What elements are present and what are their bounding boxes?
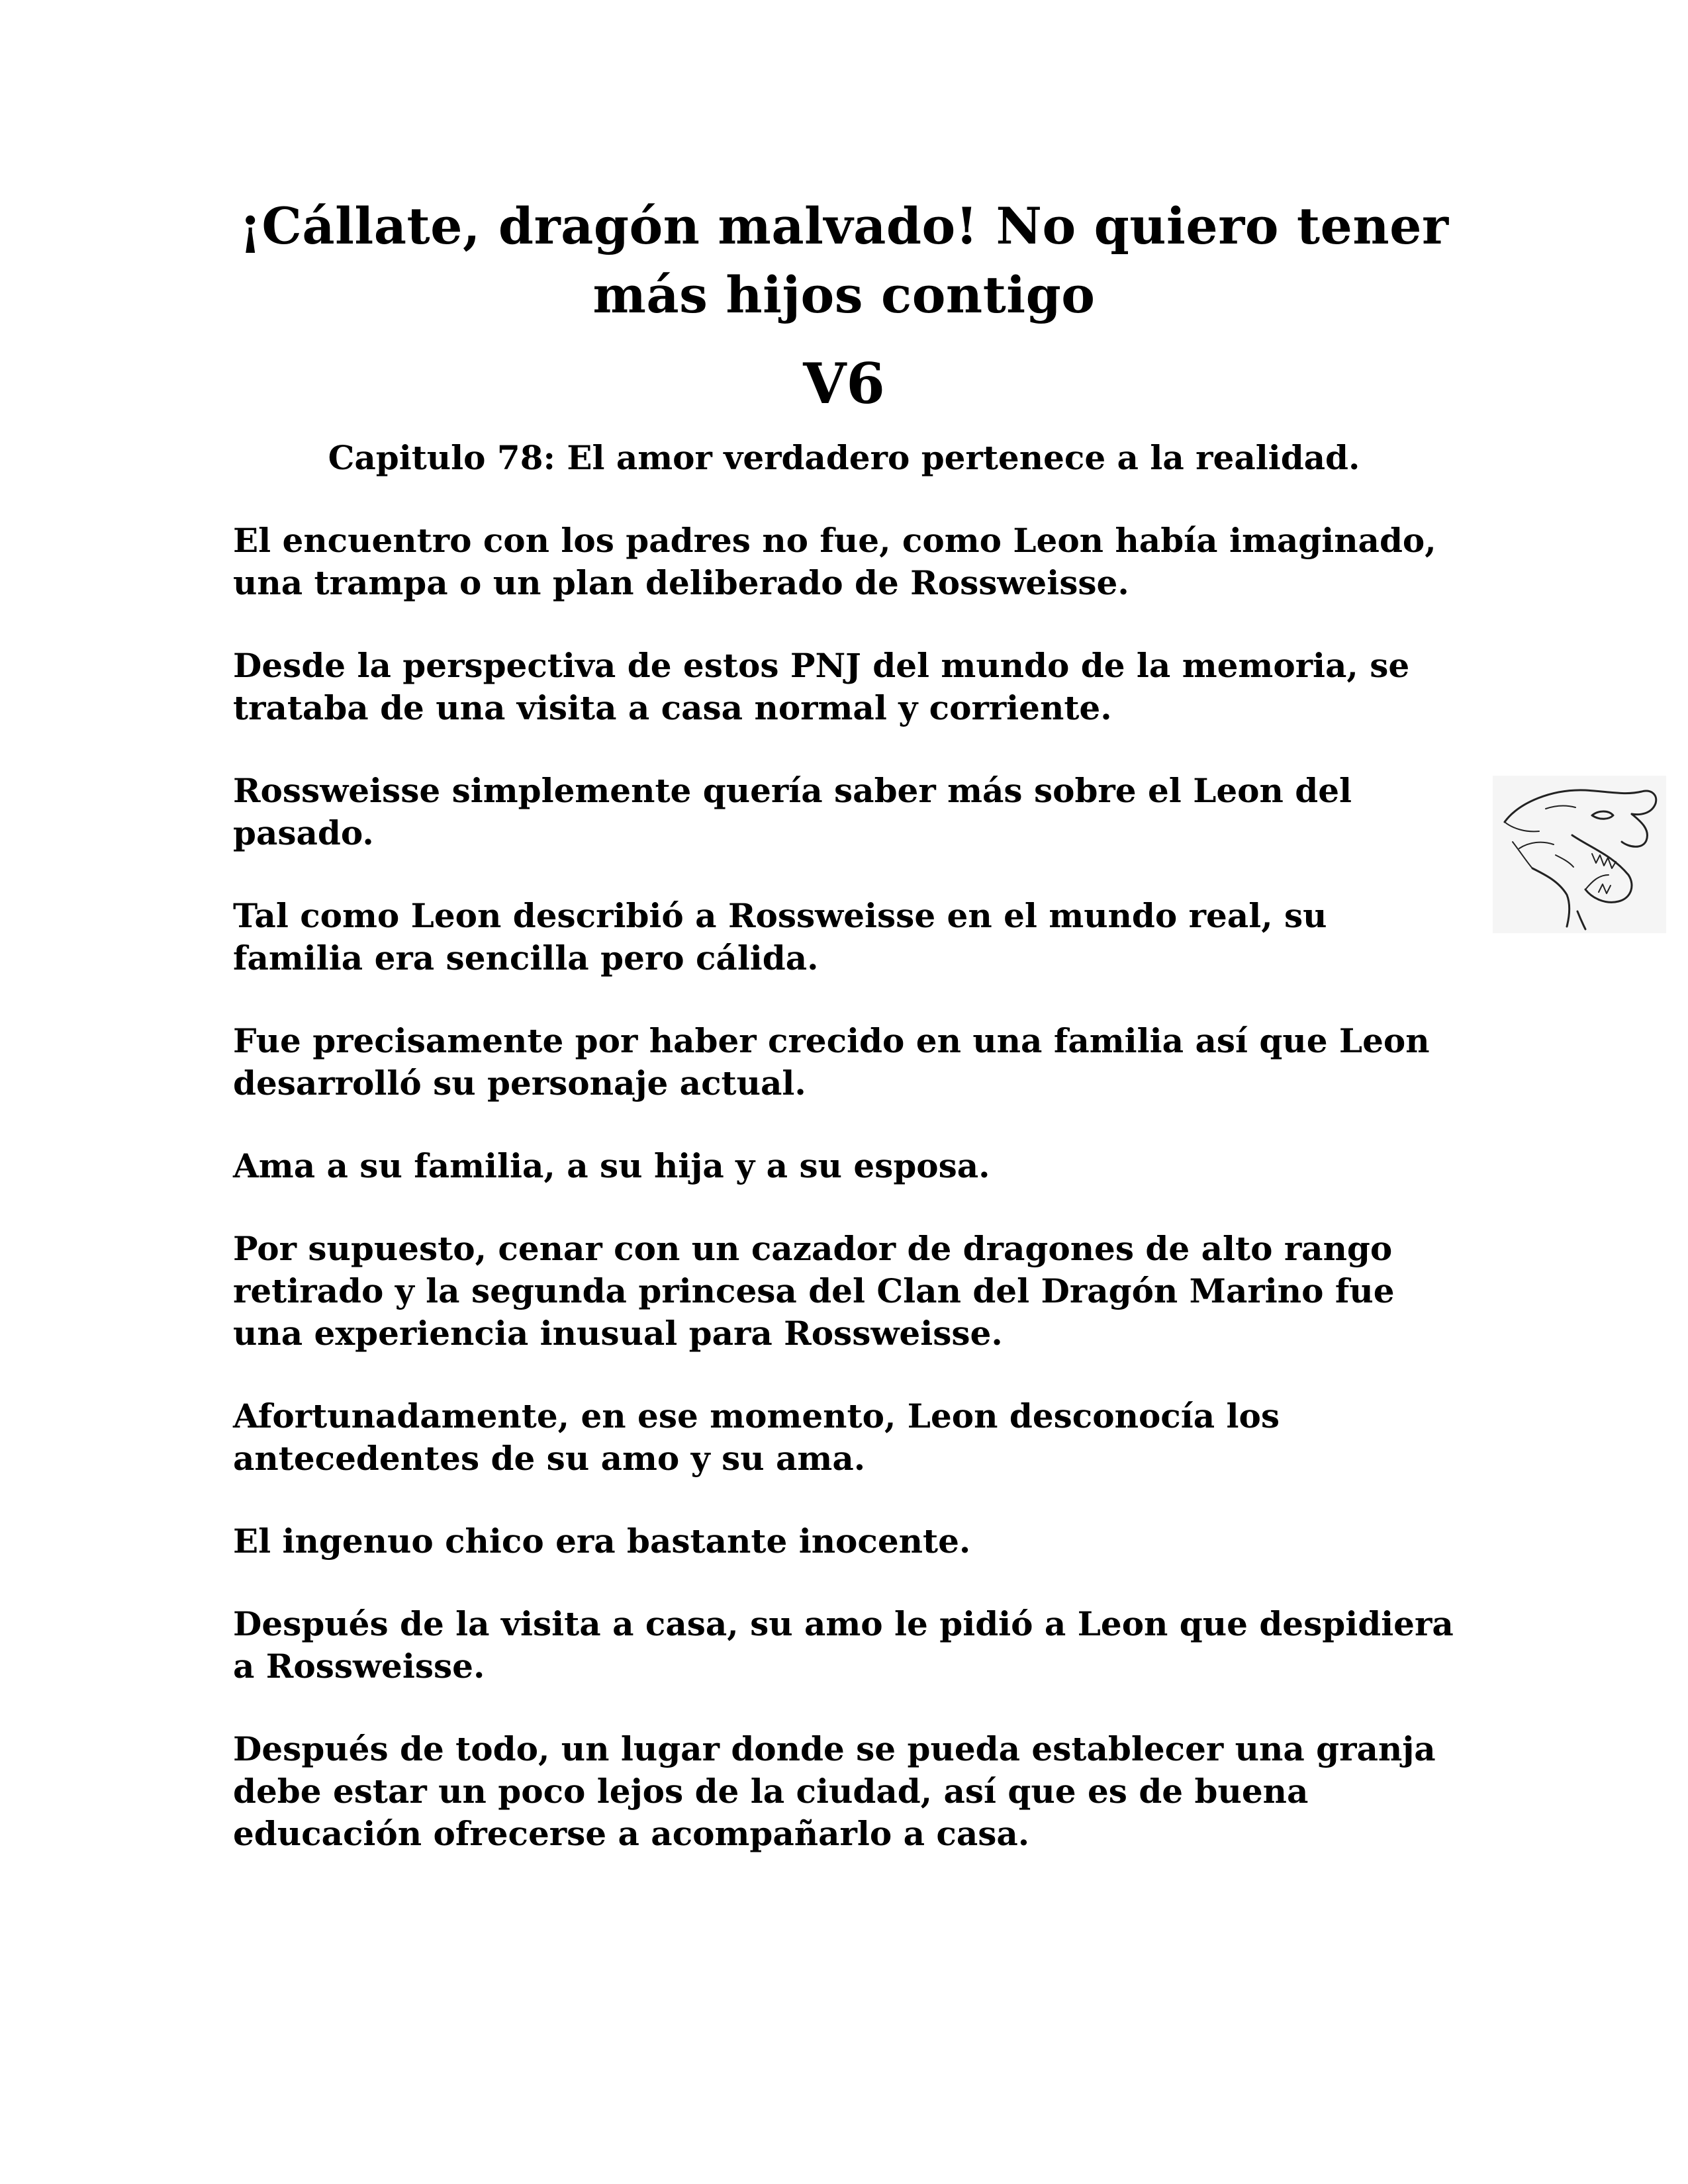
paragraph: Fue precisamente por haber crecido en una familia así que Leon desarrolló su personaje actual. — [233, 1021, 1430, 1103]
paragraph: Rossweisse simplemente quería saber más sobre el Leon del pasado. — [233, 771, 1352, 852]
paragraph: Por supuesto, cenar con un cazador de dragones de alto rango retirado y la segunda princesa del Clan del Dragón Marino fue una experiencia inusual para Rossweisse. — [233, 1229, 1395, 1353]
document-title: ¡Cállate, dragón malvado! No quiero tener más hijos contigo — [239, 197, 1449, 324]
paragraph: Desde la perspectiva de estos PNJ del mundo de la memoria, se trataba de una visita a casa normal y corriente. — [233, 646, 1410, 727]
volume-label: V6 — [803, 351, 885, 416]
chapter-heading: Capitulo 78: El amor verdadero pertenece a la realidad. — [328, 438, 1360, 477]
body-text — [233, 520, 1464, 1895]
paragraph: Tal como Leon describió a Rossweisse en el mundo real, su familia era sencilla pero cálida. — [233, 896, 1327, 978]
paragraph: Ama a su familia, a su hija y a su esposa. — [233, 1146, 990, 1185]
paragraph: El encuentro con los padres no fue, como Leon había imaginado, una trampa o un plan deliberado de Rossweisse. — [233, 521, 1436, 602]
paragraph: Después de todo, un lugar donde se pueda establecer una granja debe estar un poco lejos de la ciudad, así que es de buena educación ofrecerse a acompañarlo a casa. — [233, 1729, 1436, 1853]
paragraph: Después de la visita a casa, su amo le pidió a Leon que despidiera a Rossweisse. — [233, 1604, 1454, 1686]
dragon-head-sketch-icon — [1493, 776, 1666, 933]
paragraph: El ingenuo chico era bastante inocente. — [233, 1522, 971, 1561]
paragraph: Afortunadamente, en ese momento, Leon desconocía los antecedentes de su amo y su ama. — [233, 1396, 1280, 1478]
